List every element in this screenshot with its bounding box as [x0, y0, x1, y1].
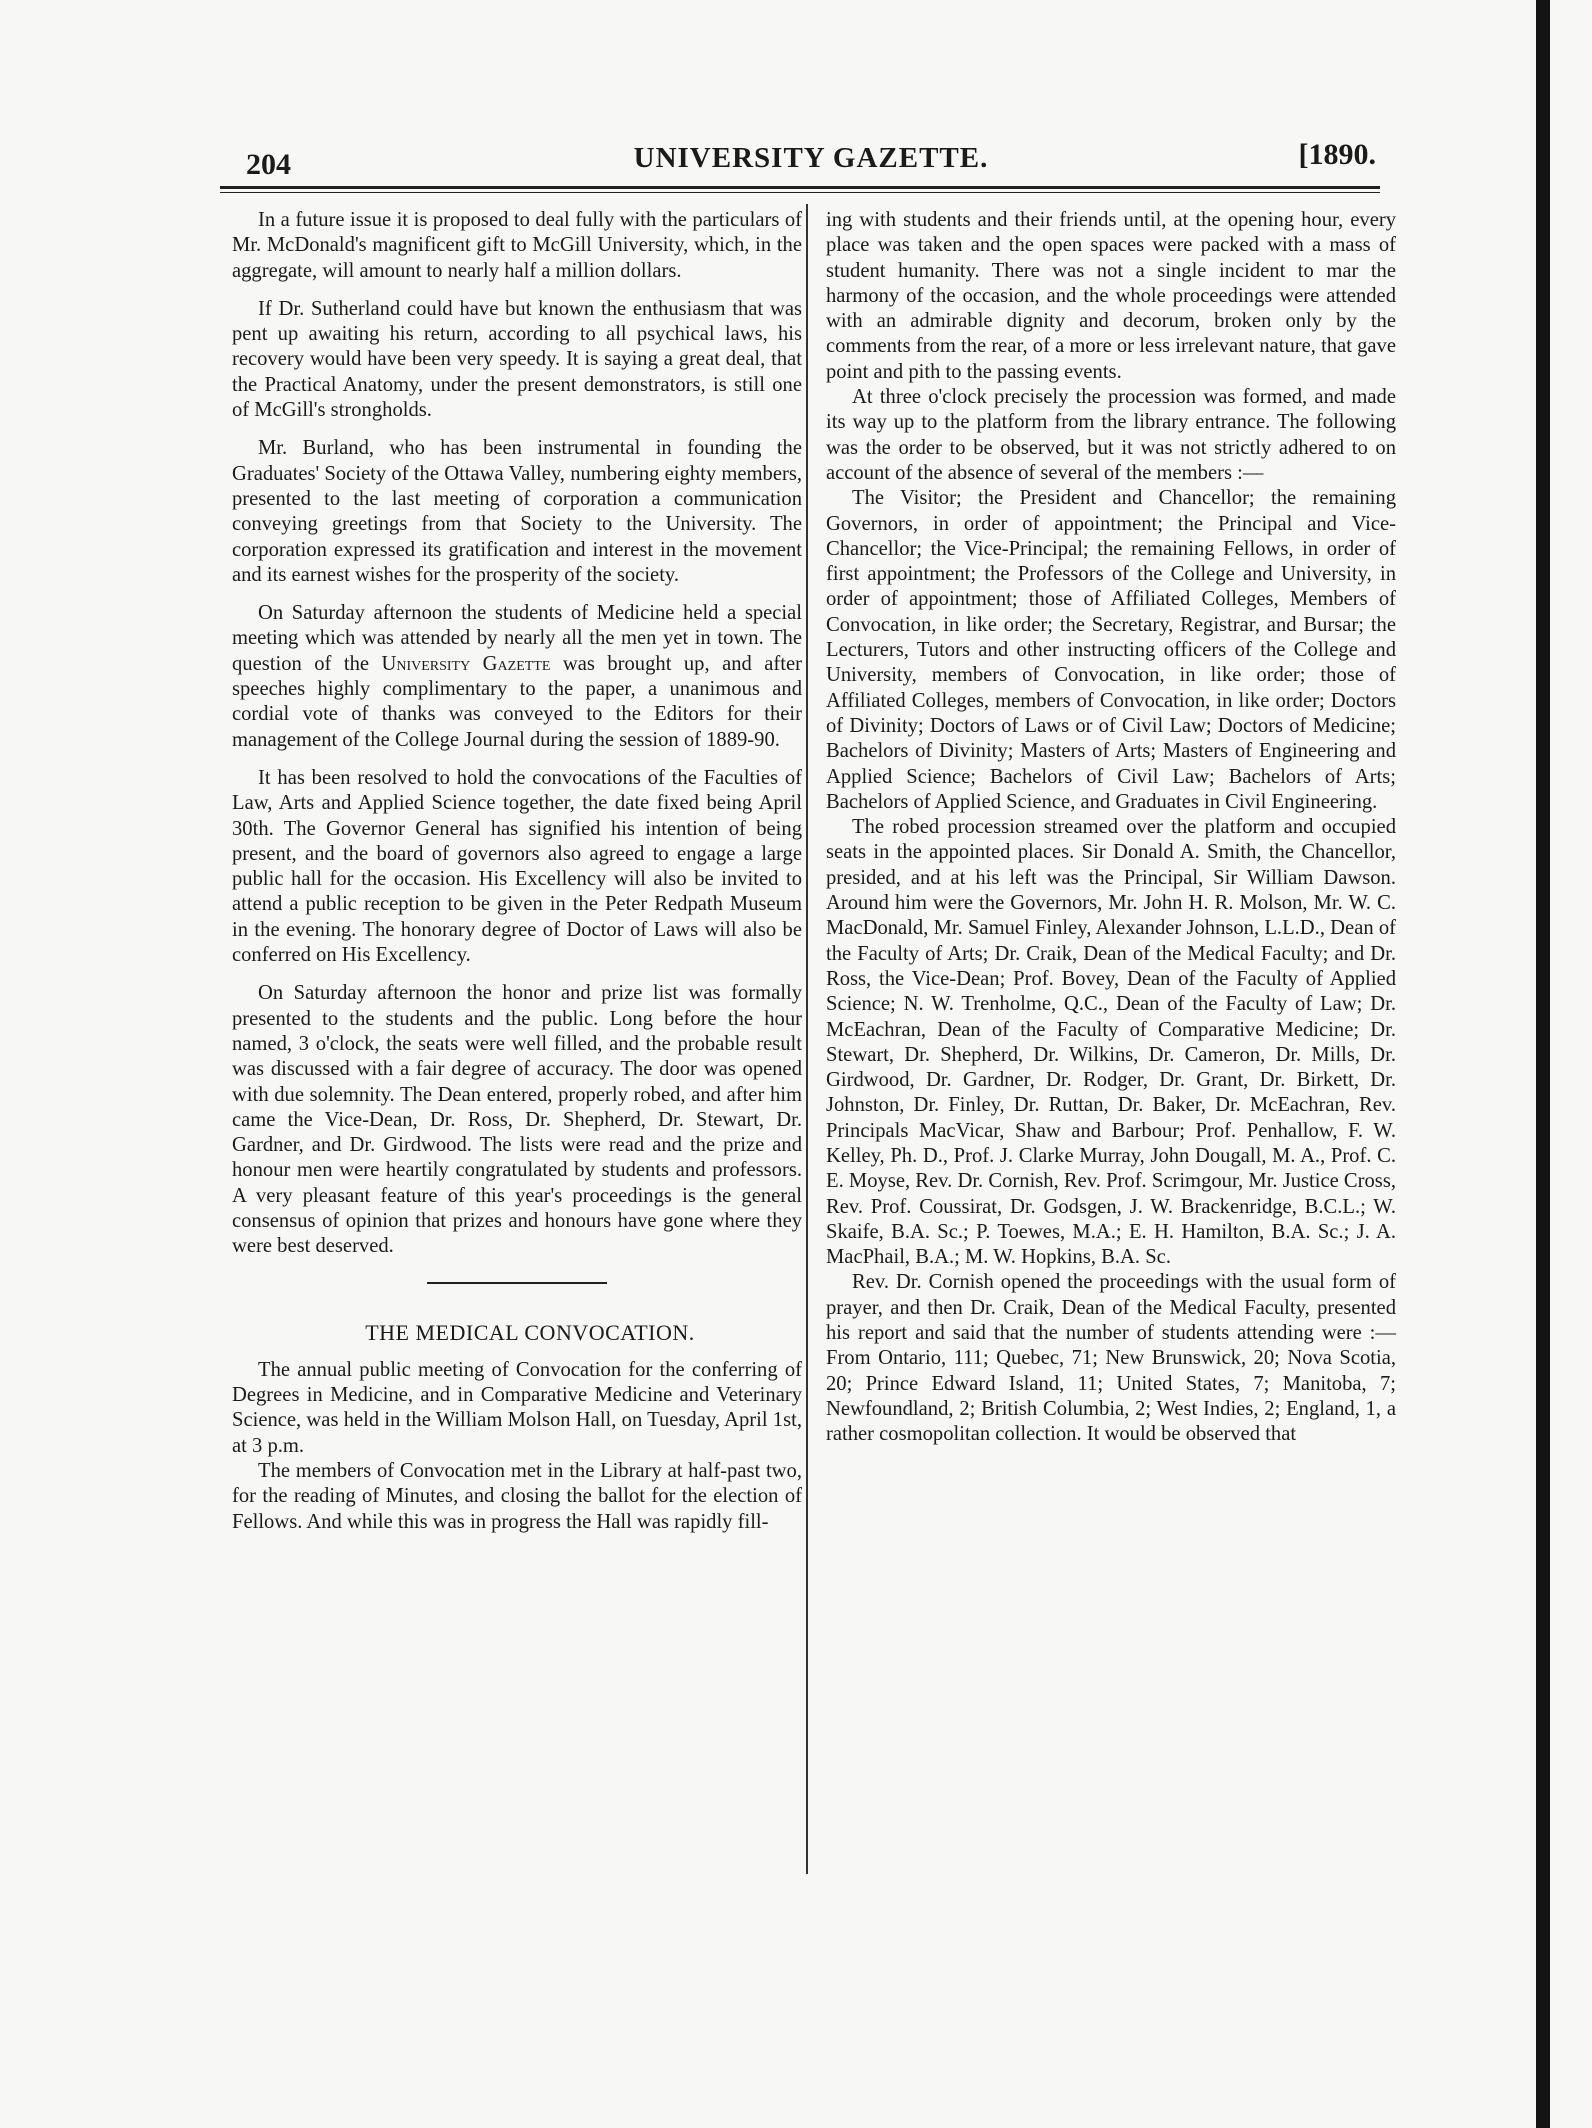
left-column	[232, 208, 802, 1548]
paragraph-medicine-meeting-b: was brought up, and after speeches highly complimentary to the paper, a unanimous and cordial vote of thanks was conveyed to the Editors for their management of the College Journal during the session of 1889-90.	[232, 652, 802, 751]
paragraph-mcdonald-gift: In a future issue it is proposed to deal fully with the particulars of Mr. McDonald's magnificent gift to McGill University, which, in the aggregate, will amount to nearly half a million dollars.	[232, 209, 802, 282]
paragraph-annual-meeting: The annual public meeting of Convocation for the conferring of Degrees in Medicine, and in Comparative Medicine and Veterinary Science, was held in the William Molson Hall, on Tuesday, April 1st, at 3 p.m.	[232, 1358, 802, 1457]
header-year: [1890.	[1298, 138, 1376, 171]
paragraph-prize-list: On Saturday afternoon the honor and prize list was formally presented to the students and the public. Long before the hour named, 3 o'clock, the seats were well filled, and the probable result was discussed with a fair degree of accuracy. The door was opened with due solemnity. The Dean entered, properly robed, and after him came the Vice-Dean, Dr. Ross, Dr. Shepherd, Dr. Stewart, Dr. Gardner, and Dr. Girdwood. The lists were read and the prize and honour men were heartily congratulated by students and professors. A very pleasant feature of this year's proceedings is the general consensus of opinion that prizes and honours have gone where they were best deserved.	[232, 982, 802, 1258]
header-rule-thick	[220, 186, 1380, 189]
paragraph-members-library: The members of Convocation met in the Library at half-past two, for the reading of Minutes, and closing the ballot for the election of Fellows. And while this was in progress the Hall was rapidly fill-	[232, 1460, 802, 1533]
header-rule-thin	[220, 192, 1380, 193]
paragraph-order-of-procession: The Visitor; the President and Chancellor; the remaining Governors, in order of appointment; the Principal and Vice-Chancellor; the Vice-Principal; the remaining Fellows, in order of first appointment; the Professors of the College and University, in order of appointment; those of Affiliated Colleges, Members of Convocation, in like order; the Secretary, Registrar, and Bursar; the Lecturers, Tutors and other instructing officers of the College and University, members of Convocation, in like order; those of Affiliated Colleges, members of Convocation, in like order; Doctors of Divinity; Doctors of Laws or of Civil Law; Doctors of Medicine; Bachelors of Divinity; Masters of Arts; Masters of Engineering and Applied Science; Bachelors of Civil Law; Bachelors of Arts; Bachelors of Applied Science, and Graduates in Civil Engineering.	[826, 487, 1396, 813]
paragraph-medicine-meeting	[232, 601, 802, 753]
paragraph-hall-filling: ing with students and their friends until, at the opening hour, every place was taken and the open spaces were packed with a mass of student humanity. There was not a single incident to mar the harmony of the occasion, and the whole proceedings were attended with an admirable dignity and decorum, broken only by the comments from the rear, of a more or less irrelevant nature, that gave point and pith to the passing events.	[826, 209, 1396, 383]
paragraph-procession: At three o'clock precisely the procession was formed, and made its way up to the platform from the library entrance. The following was the order to be observed, but it was not strictly adhered to on account of the absence of several of the members :—	[826, 386, 1396, 484]
column-divider	[806, 204, 808, 1874]
section-title: THE MEDICAL CONVOCATION.	[365, 1319, 695, 1345]
gazette-name: University Gazette	[381, 652, 551, 675]
scan-edge-bar	[1536, 0, 1550, 2128]
running-title: UNIVERSITY GAZETTE.	[633, 142, 989, 174]
page-header	[246, 138, 1376, 182]
paragraph-sutherland: If Dr. Sutherland could have but known the enthusiasm that was pent up awaiting his return, according to all psychical laws, his recovery would have been very speedy. It is saying a great deal, that the Practical Anatomy, under the present demonstrators, is still one of McGill's strongholds.	[232, 297, 802, 422]
paragraph-robed-procession: The robed procession streamed over the platform and occupied seats in the appointed places. Sir Donald A. Smith, the Chancellor, presided, and at his left was the Principal, Sir William Dawson. Around him were the Governors, Mr. John H. R. Molson, Mr. W. C. MacDonald, Mr. Samuel Finley, Alexander Johnson, L.L.D., Dean of the Faculty of Arts; Dr. Craik, Dean of the Medical Faculty; and Dr. Ross, the Vice-Dean; Prof. Bovey, Dean of the Faculty of Applied Science; N. W. Trenholme, Q.C., Dean of the Faculty of Law; Dr. McEachran, Dean of the Faculty of Comparative Medicine; Dr. Stewart, Dr. Shepherd, Dr. Wilkins, Dr. Cameron, Dr. Mills, Dr. Girdwood, Dr. Gardner, Dr. Rodger, Dr. Grant, Dr. Birkett, Dr. Johnston, Dr. Finley, Dr. Ruttan, Dr. Baker, Dr. McEachran, Rev. Principals MacVicar, Shaw and Barbour; Prof. Penhallow, F. W. Kelley, Ph. D., Prof. J. Clarke Murray, John Dougall, M. A., Prof. C. E. Moyse, Rev. Dr. Cornish, Rev. Prof. Scrimgour, Mr. Justice Cross, Rev. Prof. Coussirat, Dr. Godsgen, J. W. Brackenridge, B.C.L.; W. Skaife, B.A. Sc.; P. Toewes, M.A.; E. H. Hamilton, B.A. Sc.; J. A. MacPhail, B.A.; M. W. Hopkins, B.A. Sc.	[826, 816, 1396, 1269]
paragraph-dean-report: Rev. Dr. Cornish opened the proceedings with the usual form of prayer, and then Dr. Craik, Dean of the Medical Faculty, presented his report and said that the number of students attending were :—From Ontario, 111; Quebec, 71; New Brunswick, 20; Nova Scotia, 20; Prince Edward Island, 11; United States, 7; Manitoba, 7; Newfoundland, 2; British Columbia, 2; West Indies, 2; England, 1, a rather cosmopolitan collection. It would be observed that	[826, 1271, 1396, 1446]
page-number: 204	[246, 148, 291, 181]
section-divider	[427, 1282, 607, 1284]
right-column	[826, 208, 1396, 1448]
paragraph-convocations: It has been resolved to hold the convocations of the Faculties of Law, Arts and Applied Science together, the date fixed being April 30th. The Governor General has signified his intention of being present, and the board of governors also agreed to engage a large public hall for the occasion. His Excellency will also be invited to attend a public reception to be given in the Peter Redpath Museum in the evening. The honorary degree of Doctor of Laws will also be conferred on His Excellency.	[232, 766, 802, 967]
paragraph-burland: Mr. Burland, who has been instrumental in founding the Graduates' Society of the Ottawa Valley, numbering eighty members, presented to the last meeting of corporation a communication conveying greetings from that Society to the University. The corporation expressed its gratification and interest in the movement and its earnest wishes for the prosperity of the society.	[232, 437, 802, 586]
paragraph-medicine-meeting-a: On Saturday afternoon the students of Medicine held a special meeting which was attended by nearly all the men yet in town. The question of the	[232, 602, 802, 675]
